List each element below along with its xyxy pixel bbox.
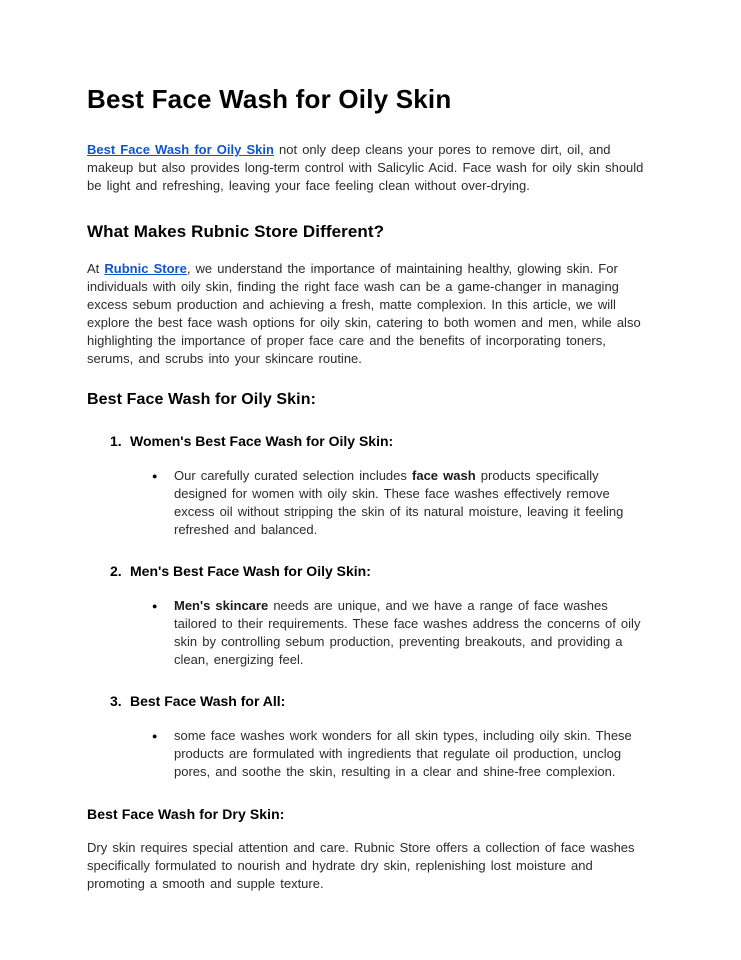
bullet-dot-icon: ● <box>152 471 158 482</box>
list-number: 2. <box>110 563 122 580</box>
numbered-item-2 <box>87 563 655 579</box>
list-number: 3. <box>110 693 122 710</box>
bullet-dot-icon: ● <box>152 731 158 742</box>
numbered-item-title: Best Face Wash for All: <box>130 693 286 710</box>
bullet-1-suffix: products specifically designed for women with oily skin. These face washes effectively remove excess oil without stripping the skin of its natural moisture, leaving it feeling refreshed and balanced. <box>174 468 624 538</box>
intro-keyword-link[interactable]: Best Face Wash for Oily Skin <box>87 142 274 158</box>
bullet-text-2 <box>174 597 655 669</box>
numbered-item-title: Men's Best Face Wash for Oily Skin: <box>130 563 371 580</box>
bullet-1-prefix: Our carefully curated selection includes <box>174 468 413 484</box>
bullet-item-1 <box>87 467 655 539</box>
different-text-after-link: , we understand the importance of maintaining healthy, glowing skin. For individuals with oily skin, finding the right face wash can be a game-changer in managing excess sebum production and achieving a fresh, matte complexion. In this article, we will explore the best face wash options for oily skin, catering to both women and men, while also highlighting the importance of proper face care and the benefits of incorporating toners, serums, and scrubs into your skincare routine. <box>87 261 641 367</box>
numbered-item-3 <box>87 693 655 709</box>
bullet-2-bold: Men's skincare <box>174 598 269 614</box>
bullet-text-3 <box>174 727 655 781</box>
bullet-1-bold: face wash <box>412 468 476 484</box>
section-heading-dry-skin: Best Face Wash for Dry Skin: <box>87 806 285 823</box>
dry-skin-paragraph: Dry skin requires special attention and care. Rubnic Store offers a collection of face washes specifically formulated to nourish and hydrate dry skin, replenishing lost moisture and promoting a smooth and supple texture. <box>87 840 635 892</box>
intro-paragraph <box>87 141 655 195</box>
bullet-item-2 <box>87 597 655 669</box>
bullet-3-prefix: some face washes work wonders for all skin types, including oily skin. These products are formulated with ingredients that regulate oil production, unclog pores, and soothe the skin, resulting in a clear and shine-free complexion. <box>174 728 632 780</box>
intro-paragraph-text: not only deep cleans your pores to remove dirt, oil, and makeup but also provides long-term control with Salicylic Acid. Face wash for oily skin should be light and refreshing, leaving your face feeling clean without over-drying. <box>87 142 644 194</box>
section-heading-oily-skin: Best Face Wash for Oily Skin: <box>87 391 317 409</box>
bullet-dot-icon: ● <box>152 601 158 612</box>
bullet-2-suffix: needs are unique, and we have a range of face washes tailored to their requirements. These face washes address the concerns of oily skin by controlling sebum production, preventing breakouts, and providing a clean, energizing feel. <box>174 598 641 668</box>
list-number: 1. <box>110 433 122 450</box>
section-heading-what-makes-different: What Makes Rubnic Store Different? <box>87 222 385 242</box>
numbered-item-1 <box>87 433 655 449</box>
numbered-item-title: Women's Best Face Wash for Oily Skin: <box>130 433 394 450</box>
rubnic-store-link[interactable]: Rubnic Store <box>104 261 187 277</box>
page-title: Best Face Wash for Oily Skin <box>87 84 452 114</box>
bullet-text-1 <box>174 467 655 539</box>
bullet-item-3 <box>87 727 655 781</box>
different-paragraph <box>87 260 655 368</box>
different-text-before-link: At <box>87 261 105 277</box>
